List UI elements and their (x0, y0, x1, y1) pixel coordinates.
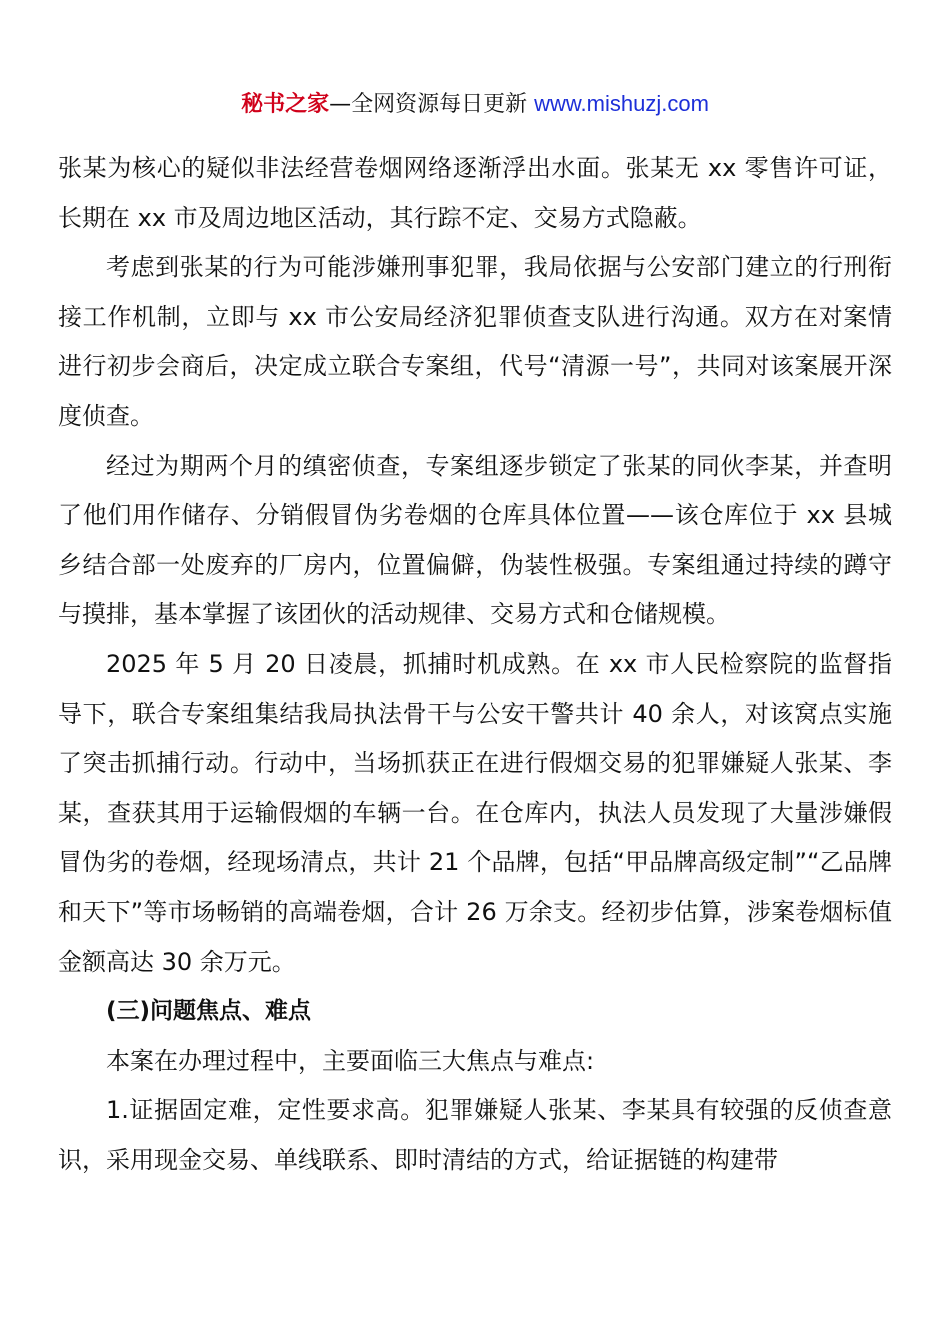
document-body (58, 144, 892, 1185)
section-heading: (三)问题焦点、难点 (106, 998, 312, 1025)
paragraph-difficulties-intro: 本案在办理过程中，主要面临三大焦点与难点: (106, 1046, 595, 1075)
site-url-link[interactable]: www.mishuzj.com (534, 91, 709, 116)
site-header (0, 88, 950, 121)
paragraph-difficulty-1: 1.证据固定难，定性要求高。犯罪嫌疑人张某、李某具有较强的反侦查意识，采用现金交易、单线联系、即时清结的方式，给证据链的构建带 (58, 1096, 892, 1174)
paragraph-continuation: 张某为核心的疑似非法经营卷烟网络逐渐浮出水面。张某无 xx 零售许可证，长期在 xx 市及周边地区活动，其行踪不定、交易方式隐蔽。 (58, 154, 892, 232)
site-tagline: —全网资源每日更新 (329, 92, 535, 117)
site-brand: 秘书之家 (241, 92, 330, 117)
paragraph-investigation: 经过为期两个月的缜密侦查，专案组逐步锁定了张某的同伙李某，并查明了他们用作储存、分销假冒伪劣卷烟的仓库具体位置——该仓库位于 xx 县城乡结合部一处废弃的厂房内，位置偏僻，伪装性极强。专案组通过持续的蹲守与摸排，基本掌握了该团伙的活动规律、交易方式和仓储规模。 (58, 451, 892, 629)
paragraph-joint-task-force: 考虑到张某的行为可能涉嫌刑事犯罪，我局依据与公安部门建立的行刑衔接工作机制，立即与 xx 市公安局经济犯罪侦查支队进行沟通。双方在对案情进行初步会商后，决定成立联合专案组，代号“清源一号”，共同对该案展开深度侦查。 (58, 253, 892, 430)
paragraph-arrest-operation: 2025 年 5 月 20 日凌晨，抓捕时机成熟。在 xx 市人民检察院的监督指导下，联合专案组集结我局执法骨干与公安干警共计 40 余人，对该窝点实施了突击抓捕行动。行动中，当场抓获正在进行假烟交易的犯罪嫌疑人张某、李某，查获其用于运输假烟的车辆一台。在仓库内，执法人员发现了大量涉嫌假冒伪劣的卷烟，经现场清点，共计 21 个品牌，包括“甲品牌高级定制”“乙品牌和天下”等市场畅销的高端卷烟，合计 26 万余支。经初步估算，涉案卷烟标值金额高达 30 余万元。 (58, 649, 892, 976)
